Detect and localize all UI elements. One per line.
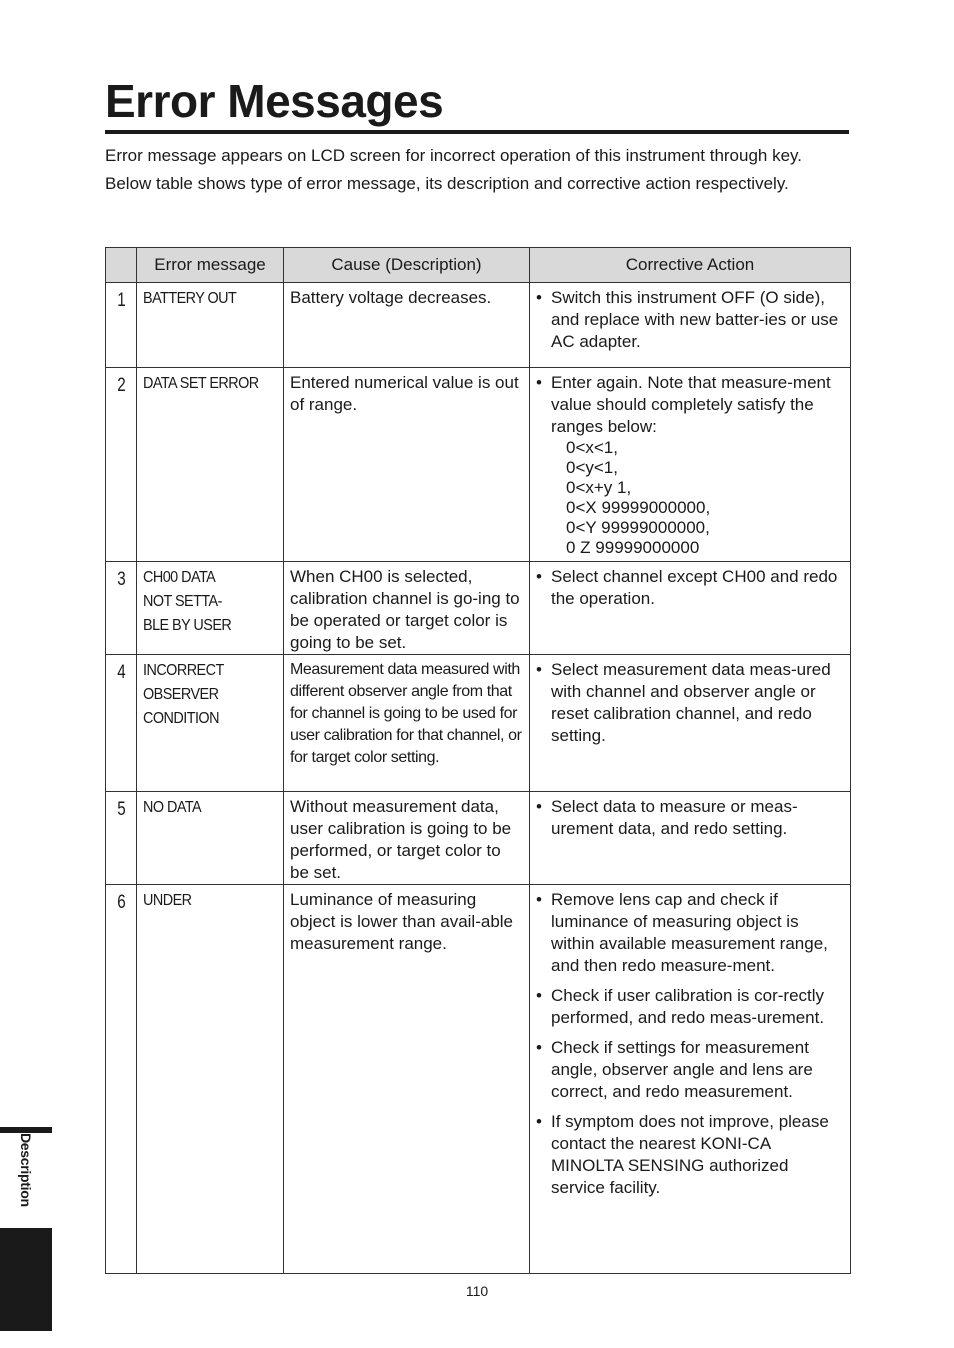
error-message-cell [137,792,284,885]
action-cell [530,562,851,655]
action-item: • If symptom does not improve, please contact the nearest KONI-CA MINOLTA SENSING authorized service facility. [536,1111,844,1199]
row-number: 3 [109,562,134,655]
cause-cell: When CH00 is selected, calibration channel is go-ing to be operated or target color is going to be set. [284,562,530,655]
cause-cell: Battery voltage decreases. [284,283,530,368]
action-item: • Select measurement data meas-ured with channel and observer angle or reset calibration channel, and redo setting. [536,659,844,747]
error-message-line: UNDER [143,892,192,909]
row-number: 6 [109,885,134,1274]
table-row [106,562,851,655]
header-corrective-action: Corrective Action [530,248,851,283]
table-row [106,283,851,368]
error-message-cell [137,283,284,368]
error-message-cell [137,562,284,655]
error-message-line: DATA SET ERROR [143,375,259,392]
action-item: • Check if settings for measurement angle, observer angle and lens are correct, and redo measurement. [536,1037,844,1103]
header-error-message: Error message [137,248,284,283]
header-number [106,248,137,283]
row-number: 5 [109,792,134,885]
side-tab-block [0,1228,52,1331]
table-row [106,885,851,1274]
page-title: Error Messages [105,72,849,134]
error-message-line: NO DATA [143,799,202,816]
header-cause: Cause (Description) [284,248,530,283]
error-message-line: OBSERVER [143,686,219,703]
row-number: 1 [109,283,134,368]
intro-paragraph: Error message appears on LCD screen for incorrect operation of this instrument through key. Below table shows type of error message, its description and corrective action respectively. [105,146,803,193]
row-number: 4 [109,655,134,792]
range-item: 0<x+y 1, [566,478,632,497]
action-cell [530,885,851,1274]
table-row [106,368,851,562]
table-row [106,655,851,792]
error-message-line: BATTERY OUT [143,290,237,307]
side-tab-text: Description [18,1133,34,1207]
error-message-cell [137,885,284,1274]
page-number: 110 [465,1283,489,1299]
cause-cell: Luminance of measuring object is lower than avail-able measurement range. [284,885,530,1274]
range-item: 0<X 99999000000, [566,498,711,517]
error-messages-table [105,247,851,1274]
error-message-line: CH00 DATA [143,569,216,586]
action-cell [530,368,851,562]
range-list [536,438,844,558]
range-item: 0 Z 99999000000 [566,538,700,557]
error-message-line: BLE BY USER [143,617,232,634]
action-item: • Remove lens cap and check if luminance of measuring object is within available measurement range, and then redo measure-ment. [536,889,844,977]
row-number: 2 [109,368,134,562]
error-message-line: CONDITION [143,710,219,727]
cause-cell: Entered numerical value is out of range. [284,368,530,562]
cause-cell: Without measurement data, user calibration is going to be performed, or target color to be set. [284,792,530,885]
action-item: • Select data to measure or meas-urement data, and redo setting. [536,796,844,840]
action-cell [530,283,851,368]
action-cell [530,792,851,885]
side-tab-label [10,1133,40,1228]
error-message-cell [137,655,284,792]
error-message-line: NOT SETTA- [143,593,222,610]
table-row [106,792,851,885]
action-item: • Enter again. Note that measure-ment value should completely satisfy the ranges below: [536,372,844,438]
action-item: • Switch this instrument OFF (O side), and replace with new batter-ies or use AC adapter. [536,287,844,353]
action-item: • Check if user calibration is cor-rectly performed, and redo meas-urement. [536,985,844,1029]
error-message-line: INCORRECT [143,662,224,679]
table-header-row [106,248,851,283]
action-item: • Select channel except CH00 and redo the operation. [536,566,844,610]
range-item: 0<Y 99999000000, [566,518,710,537]
range-item: 0<y<1, [566,458,618,477]
error-message-cell [137,368,284,562]
cause-cell: Measurement data measured with different observer angle from that for channel is going to be used for user calibration for that channel, or for target color setting. [284,655,530,792]
action-cell [530,655,851,792]
range-item: 0<x<1, [566,438,618,457]
